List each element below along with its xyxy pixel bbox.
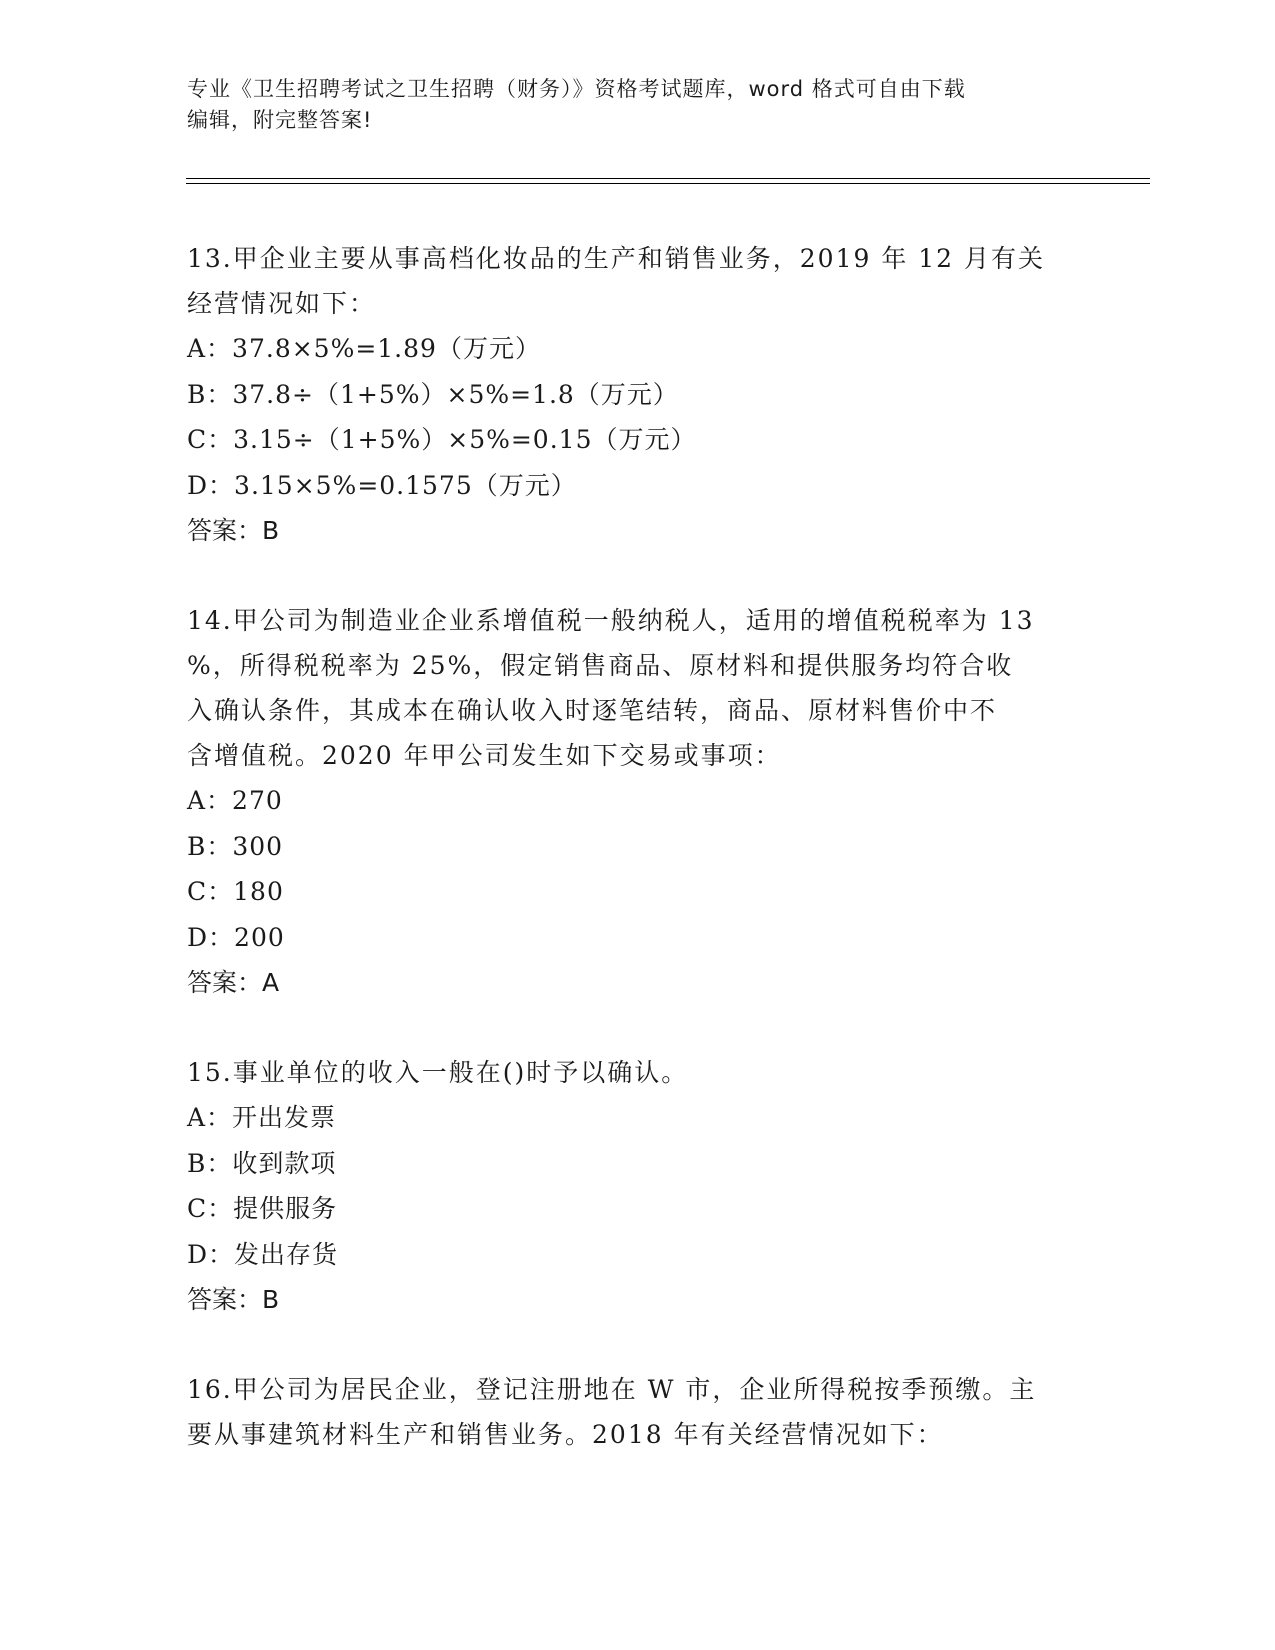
header-line-2: 编辑，附完整答案! <box>187 108 373 132</box>
option-d: D：3.15×5%=0.1575（万元） <box>187 470 577 500</box>
question-text-line: 入确认条件，其成本在确认收入时逐笔结转，商品、原材料售价中不 <box>187 696 998 725</box>
option-b: B：37.8÷（1+5%）×5%=1.8（万元） <box>187 379 679 409</box>
header-divider-bottom <box>186 183 1150 184</box>
option-d: D：发出存货 <box>187 1239 339 1269</box>
question-14 <box>187 598 1087 1005</box>
question-text-line: %，所得税税率为 25%，假定销售商品、原材料和提供服务均符合收 <box>187 651 1014 680</box>
option-a: A：270 <box>187 786 283 815</box>
header-divider-top <box>186 178 1150 179</box>
option-a: A：开出发票 <box>187 1103 337 1132</box>
option-a: A：37.8×5%=1.89（万元） <box>187 334 541 363</box>
answer: 答案：B <box>187 1285 280 1314</box>
answer: 答案：B <box>187 516 280 545</box>
option-c: C：180 <box>187 877 284 906</box>
question-list <box>187 236 1087 1457</box>
question-13 <box>187 236 1087 553</box>
spacer <box>187 1322 1087 1367</box>
question-text-line: 16.甲公司为居民企业，登记注册地在 W 市，企业所得税按季预缴。主 <box>187 1375 1037 1404</box>
question-16 <box>187 1367 1087 1457</box>
answer: 答案：A <box>187 968 280 997</box>
spacer <box>187 553 1087 598</box>
document-header <box>187 74 1087 136</box>
question-text-line: 含增值税。2020 年甲公司发生如下交易或事项： <box>187 741 782 770</box>
option-b: B：300 <box>187 831 284 861</box>
question-text-line: 要从事建筑材料生产和销售业务。2018 年有关经营情况如下： <box>187 1420 944 1449</box>
header-line-1: 专业《卫生招聘考试之卫生招聘（财务）》资格考试题库，word 格式可自由下载 <box>187 77 966 101</box>
question-text-line: 经营情况如下： <box>187 289 377 318</box>
spacer <box>187 1005 1087 1050</box>
question-text-line: 14.甲公司为制造业企业系增值税一般纳税人，适用的增值税税率为 13 <box>187 606 1035 635</box>
question-15 <box>187 1050 1087 1322</box>
option-c: C：3.15÷（1+5%）×5%=0.15（万元） <box>187 425 697 454</box>
question-text-line: 13.甲企业主要从事高档化妆品的生产和销售业务，2019 年 12 月有关 <box>187 244 1046 273</box>
option-b: B：收到款项 <box>187 1148 337 1178</box>
option-d: D：200 <box>187 922 285 952</box>
option-c: C：提供服务 <box>187 1194 338 1223</box>
question-text-line: 15.事业单位的收入一般在()时予以确认。 <box>187 1058 689 1087</box>
